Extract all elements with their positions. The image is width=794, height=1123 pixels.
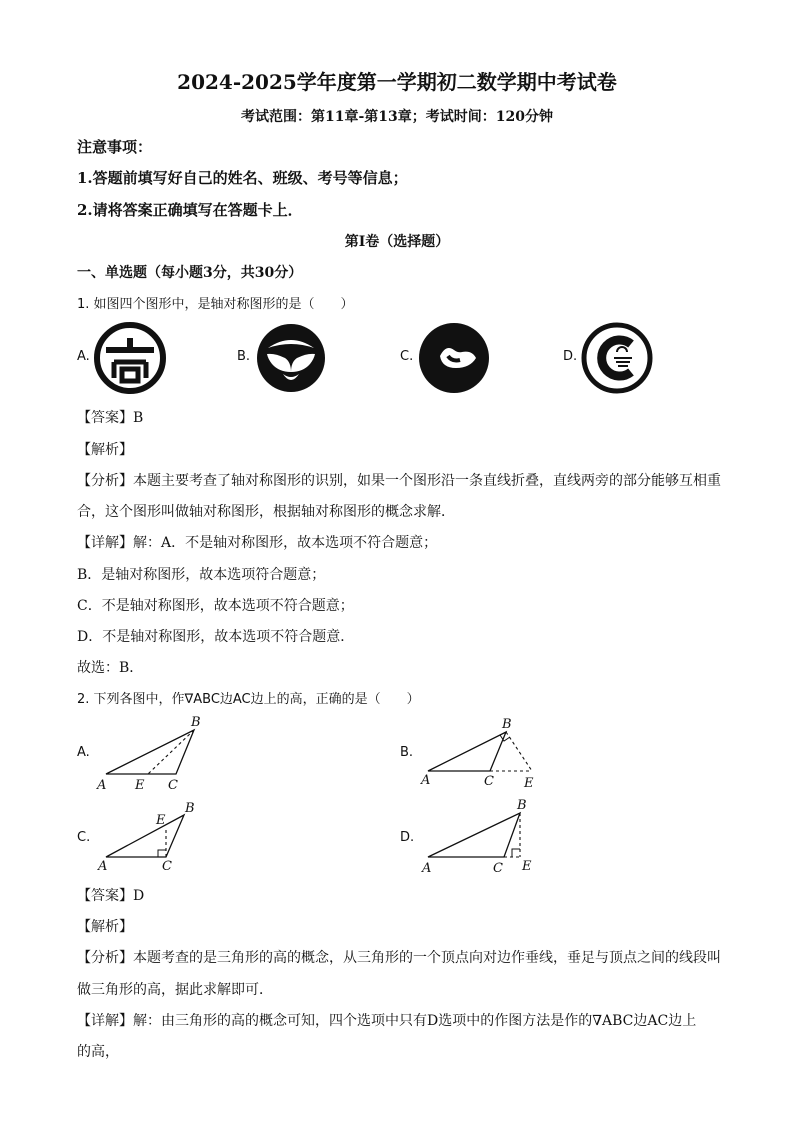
q1-option-d-label: D.	[563, 349, 578, 364]
vertex-label-b: B	[185, 801, 195, 816]
vertex-label-c: C	[168, 778, 178, 793]
vertex-label-a: A	[98, 859, 108, 874]
q2-answer: 【答案】D	[77, 888, 145, 904]
q1-option-d-logo	[581, 322, 653, 394]
vertex-label-b: B	[191, 715, 201, 730]
q1-analysis-line: D．不是轴对称图形，故本选项不符合题意．	[77, 629, 355, 645]
vertex-label-c: C	[484, 774, 494, 789]
q2-analysis-tag: 【解析】	[77, 919, 133, 935]
vertex-label-e: E	[135, 778, 145, 793]
vertex-label-e: E	[524, 776, 534, 791]
question-1-stem: 1. 如图四个图形中，是轴对称图形的是（ ）	[77, 297, 354, 312]
q1-option-c-logo	[418, 322, 490, 394]
q1-answer: 【答案】B	[77, 410, 144, 426]
q2-option-b-figure	[414, 712, 544, 794]
exam-info: 考试范围：第11章-第13章；考试时间：120分钟	[241, 109, 553, 125]
q2-analysis-line: 的高，	[77, 1044, 119, 1060]
q1-option-b-logo	[255, 322, 327, 394]
q1-analysis-line: 合，这个图形叫做轴对称图形，根据轴对称图形的概念求解．	[77, 504, 455, 520]
notice-heading: 注意事项：	[77, 138, 153, 156]
q1-option-a-logo	[94, 322, 166, 394]
notice-item: 2.请将答案正确填写在答题卡上．	[77, 201, 303, 219]
q2-option-c-figure	[92, 797, 212, 879]
q2-analysis-line: 【分析】本题考查的是三角形的高的概念，从三角形的一个顶点向对边作垂线，垂足与顶点之间的线段叫	[77, 950, 721, 966]
q2-option-d-label: D.	[400, 830, 415, 845]
q1-option-a-label: A.	[77, 349, 90, 364]
vertex-label-a: A	[421, 773, 431, 788]
q1-analysis-line: C．不是轴对称图形，故本选项不符合题意；	[77, 598, 354, 614]
q1-analysis-line: B．是轴对称图形，故本选项符合题意；	[77, 567, 326, 583]
q1-analysis-line: 故选：B．	[77, 660, 144, 676]
vertex-label-e: E	[156, 813, 166, 828]
q2-option-a-figure	[92, 712, 212, 794]
question-2-stem: 2. 下列各图中，作∇ABC边AC边上的高，正确的是（ ）	[77, 692, 420, 707]
q1-option-b-label: B.	[237, 349, 251, 364]
vertex-label-b: B	[517, 798, 527, 813]
q2-analysis-line: 做三角形的高，据此求解即可．	[77, 982, 273, 998]
page-title: 2024-2025学年度第一学期初二数学期中考试卷	[177, 70, 617, 94]
q2-option-a-label: A.	[77, 745, 90, 760]
q2-analysis-line: 【详解】解：由三角形的高的概念可知，四个选项中只有D选项中的作图方法是作的∇ABC边AC边上	[77, 1013, 697, 1029]
part-title: 第Ⅰ卷（选择题）	[344, 234, 450, 250]
vertex-label-c: C	[162, 859, 172, 874]
q2-option-c-label: C.	[77, 830, 91, 845]
q1-analysis-line: 【分析】本题主要考查了轴对称图形的识别，如果一个图形沿一条直线折叠，直线两旁的部分能够互相重	[77, 473, 721, 489]
vertex-label-e: E	[522, 859, 532, 874]
q2-option-d-figure	[414, 797, 544, 879]
q1-analysis-line: 【详解】解：A．不是轴对称图形，故本选项不符合题意；	[77, 535, 438, 551]
q2-option-b-label: B.	[400, 745, 414, 760]
q1-option-c-label: C.	[400, 349, 414, 364]
section-title: 一、单选题（每小题3分，共30分）	[77, 265, 303, 281]
q1-analysis-tag: 【解析】	[77, 442, 133, 458]
vertex-label-a: A	[97, 778, 107, 793]
vertex-label-b: B	[502, 717, 512, 732]
vertex-label-c: C	[493, 861, 503, 876]
vertex-label-a: A	[422, 861, 432, 876]
notice-item: 1.答题前填写好自己的姓名、班级、考号等信息；	[77, 169, 408, 187]
